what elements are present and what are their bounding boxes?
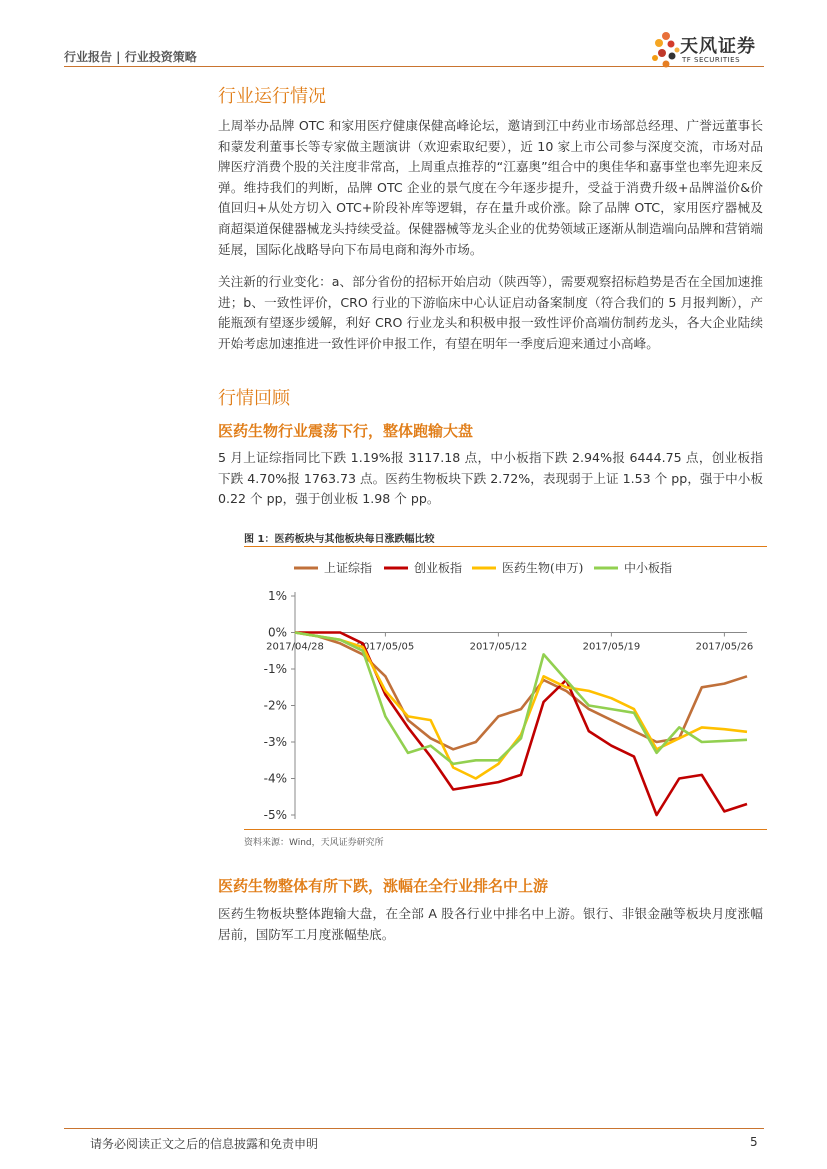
legend-label: 上证综指 [324, 561, 373, 575]
page-number: 5 [750, 1135, 758, 1149]
figure-title: 图 1：医药板块与其他板块每日涨跌幅比较 [244, 534, 435, 545]
legend-label: 医药生物(申万) [502, 561, 584, 575]
y-tick-label: -4% [263, 771, 287, 786]
figure-source: 资料来源：Wind，天风证券研究所 [244, 838, 384, 848]
footer-disclaimer: 请务必阅读正文之后的信息披露和免责申明 [90, 1137, 319, 1151]
x-tick-label: 2017/04/28 [266, 641, 324, 653]
y-tick-label: -1% [263, 662, 287, 676]
brand-name: 天风证券 [680, 36, 756, 57]
x-tick-label: 2017/05/12 [469, 641, 528, 653]
section-title-industry: 行业运行情况 [218, 86, 326, 107]
subheading-2: 医药生物整体有所下跌，涨幅在全行业排名中上游 [218, 877, 549, 895]
y-tick-label: 0% [267, 625, 287, 640]
subheading-1: 医药生物行业震荡下行，整体跑输大盘 [218, 422, 474, 440]
y-tick-label: 1% [267, 589, 287, 603]
section-title-review: 行情回顾 [218, 388, 290, 409]
x-tick-label: 2017/05/05 [356, 641, 415, 653]
line-chart [244, 552, 767, 832]
y-tick-label: -3% [263, 735, 287, 749]
figure-bottom-rule [244, 829, 767, 830]
legend-label: 中小板指 [624, 561, 673, 575]
paragraph-industry-2: 关注新的行业变化：a、部分省份的招标开始启动（陕西等），需要观察招标趋势是否在全国加速推进；b、一致性评价，CRO 行业的下游临床中心认证启动备案制度（符合我们的 5 月报判断），产能瓶颈有望逐步缓解，利好 CRO 行业龙头和积极申报一致性评价高端仿制药龙头，各大企业陆续开始考虑加速推进一致性评价申报工作，有望在明年一季度后迎来通过小高峰。 [218, 274, 763, 351]
x-tick-label: 2017/05/26 [695, 641, 754, 653]
paragraph-industry-1: 上周举办品牌 OTC 和家用医疗健康保健高峰论坛，邀请到江中药业市场部总经理、广誉远董事长和蒙发利董事长等专家做主题演讲（欢迎索取纪要），近 10 家上市公司参与深度交流，市场对品牌医疗消费个股的关注度非常高，上周重点推荐的“江嘉奥”组合中的奥佳华和嘉事堂也率先迎来反弹。维持我们的判断，品牌 OTC 企业的景气度在今年逐步提升，受益于消费升级+品牌溢价&价值回归+从处方切入 OTC+阶段补库等逻辑，存在量升或价涨。除了品牌 OTC，家用医疗器械及商超渠道保健器械龙头持续受益。保健器械等龙头企业的优势领域正逐渐从制造端向品牌和营销端延展，国际化战略导向下布局电商和海外市场。 [218, 118, 763, 257]
legend-label: 创业板指 [414, 561, 463, 575]
series-line [295, 633, 747, 816]
figure-top-rule [244, 546, 767, 547]
paragraph-ranking: 医药生物板块整体跑输大盘，在全部 A 股各行业中排名中上游。银行、非银金融等板块月度涨幅居前，国防军工月度涨幅垫底。 [218, 906, 763, 942]
x-tick-label: 2017/05/19 [582, 641, 641, 653]
brand-name-en: TF SECURITIES [682, 56, 741, 64]
y-tick-label: -5% [263, 808, 287, 822]
y-tick-label: -2% [263, 698, 287, 713]
paragraph-review: 5 月上证综指同比下跌 1.19%报 3117.18 点，中小板指下跌 2.94%报 6444.75 点，创业板指下跌 4.70%报 1763.73 点。医药生物板块下跌 2.72%，表现弱于上证 1.53 个 pp，强于中小板 0.22 个 pp，强于创业板 1.98 个 pp。 [218, 450, 763, 507]
report-category: 行业报告 | 行业投资策略 [64, 50, 197, 64]
footer-rule [64, 1128, 764, 1129]
